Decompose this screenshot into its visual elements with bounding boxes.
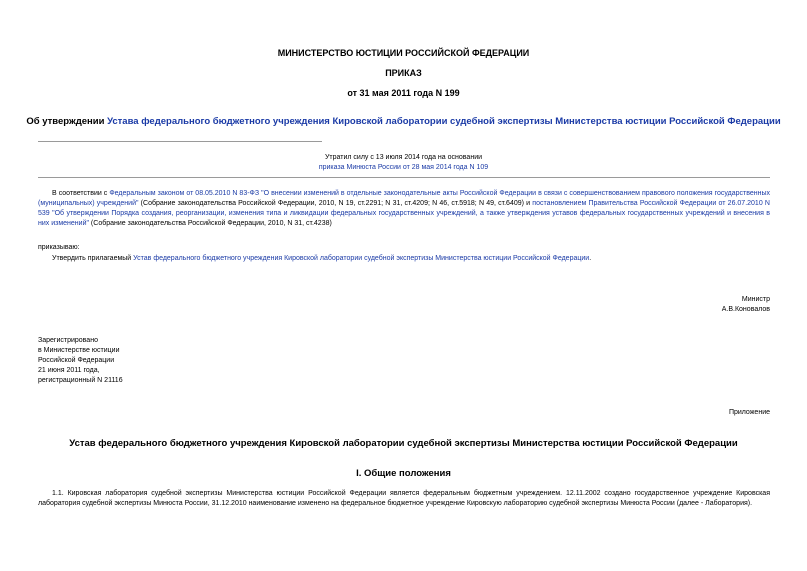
signature-position: Министр: [741, 296, 770, 303]
government-resolution-link[interactable]: постановлением Правительства Российской Федерации от 26.07.2010 N 539 "Об утверждении Порядка создания, реорганизации, изменения типа и ликвидации федеральных государственных учреждений, а также утверждения уставов федеральных государственных учреждений и внесения в них изменений": [38, 200, 770, 227]
prikazyvayu-text: приказываю:: [38, 244, 80, 251]
divider-short: [38, 141, 322, 142]
order-item: [52, 254, 770, 264]
registration-line: регистрационный N 21116: [38, 377, 123, 384]
preamble-text-3: (Собрание законодательства Российской Федерации, 2010, N 31, ст.4238): [88, 220, 332, 227]
charter-paragraph-1: 1.1. Кировская лаборатория судебной экспертизы Министерства юстиции Российской Федерации является федеральным бюджетным учреждением. 12.11.2002 создано государственное учреждение Кировская лаборатория судебной экспертизы Минюста России, 31.12.2010 наименование изменено на федеральное бюджетное учреждение Кировскую лабораторию судебной экспертизы Минюста России (далее - Лаборатория).: [38, 490, 770, 507]
doc-type-heading: ПРИКАЗ: [385, 68, 422, 78]
registration-line: 21 июня 2011 года,: [38, 367, 100, 374]
registration-line: Российской Федерации: [38, 357, 115, 364]
order-title-prefix: Об утверждении: [26, 116, 108, 127]
signature-block: [722, 295, 770, 315]
appendix-label: Приложение: [728, 409, 770, 416]
preamble-paragraph: [38, 189, 770, 229]
order-item-suffix: .: [589, 255, 592, 262]
federal-law-link[interactable]: Федеральным законом от 08.05.2010 N 83-ФЗ "О внесении изменений в отдельные законодательные акты Российской Федерации в связи с совершенствованием правового положения государственных (муниципальных) учреждений": [38, 190, 771, 207]
order-item-prefix: Утвердить прилагаемый: [52, 255, 134, 262]
ministry-heading: МИНИСТЕРСТВО ЮСТИЦИИ РОССИЙСКОЙ ФЕДЕРАЦИИ: [277, 48, 530, 58]
status-note-text: Утратил силу с 13 июля 2014 года на основании: [324, 154, 483, 161]
charter-link[interactable]: Устав федерального бюджетного учреждения Кировской лаборатории судебной экспертизы Министерства юстиции Российской Федерации: [133, 255, 590, 262]
preamble-text-2: (Собрание законодательства Российской Федерации, 2010, N 19, ст.2291; N 31, ст.4209; N 46, ст.5918; N 49, ст.6409) и: [138, 200, 533, 207]
preamble-text-1: В соответствии с: [52, 190, 110, 197]
order-date-number: от 31 мая 2011 года N 199: [347, 88, 460, 98]
repeal-order-link[interactable]: приказа Минюста России от 28 мая 2014 года N 109: [318, 164, 489, 171]
charter-heading: Устав федерального бюджетного учреждения Кировской лаборатории судебной экспертизы Министерства юстиции Российской Федерации: [69, 438, 738, 449]
registration-line: Зарегистрировано: [38, 337, 98, 344]
charter-title-link[interactable]: Устава федерального бюджетного учреждения Кировской лаборатории судебной экспертизы Министерства юстиции Российской Федерации: [107, 116, 781, 127]
divider-long: [38, 177, 770, 178]
signature-name: А.В.Коновалов: [721, 306, 770, 313]
order-title: [0, 116, 807, 127]
registration-block: [38, 336, 123, 386]
registration-line: в Министерстве юстиции: [38, 347, 120, 354]
section-heading: I. Общие положения: [356, 468, 451, 479]
